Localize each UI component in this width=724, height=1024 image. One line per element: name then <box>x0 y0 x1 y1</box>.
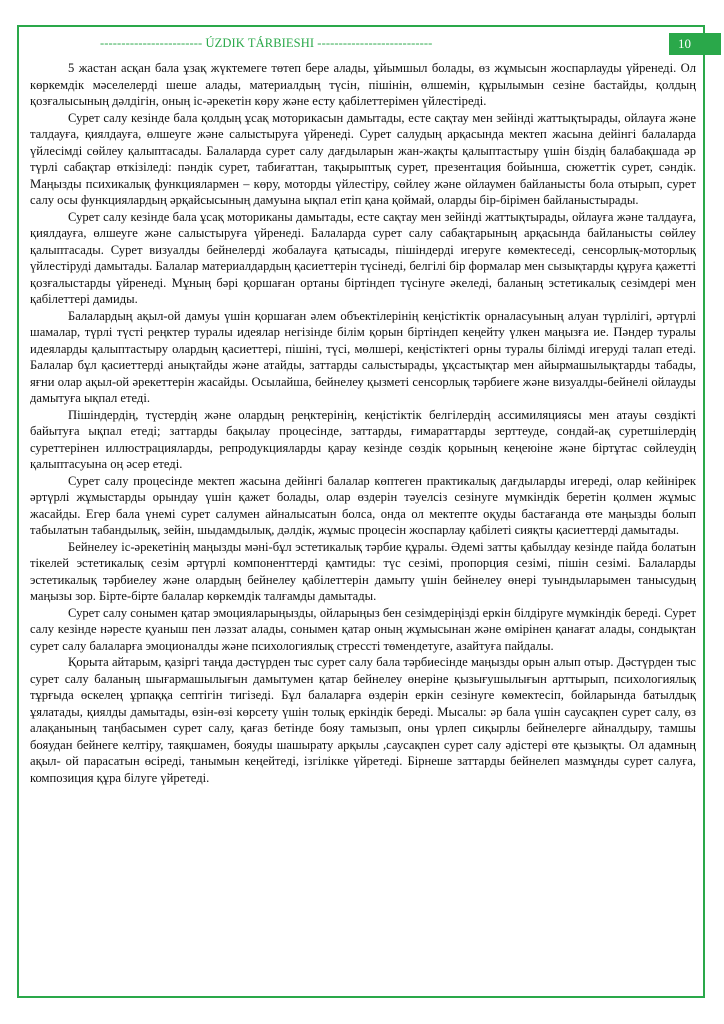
paragraph: 5 жастан асқан бала ұзақ жүктемеге төтеп бере алады, ұйымшыл болады, өз жұмысын жоспарлауды үйренеді. Ол көркемдік мәселелерді шеше алады, материалдың түсін, пішінін, өлшемін, құрылымын сезіне бастайды, қолдың қозғалысының дәлдігін, оның іс-әрекетін көру және есту қабілеттерімен үйлестіреді. <box>30 61 696 108</box>
paragraph: Сурет салу кезінде бала ұсақ моториканы дамытады, есте сақтау мен зейінді жаттықтырады, ойлауға және талдауға, қиялдауға, өлшеуге және салыстыруға үйренеді. Балаларда сурет салу сабақтарының арқасында байланысты сөйлеу қалыптасады. Сурет визуалды бейнелерді жобалауға қатысады, пішіндерді игеруге көмектеседі, сенсорлық-моторлық үйлестіруді дамытады. Балалар материалдардың қасиеттерін түсінеді, белгілі бір формалар мен сызықтарды құруға қажетті қозғалыстарды үйренеді. Мұның бәрі қоршаған ортаны біртіндеп түсінуге әкеледі, баланың эстетикалық сезімдері мен қабілеттері дамиды. <box>30 209 696 306</box>
paragraph: Сурет салу сонымен қатар эмоцияларыңызды, ойларыңыз бен сезімдеріңізді еркін білдіруге мүмкіндік береді. Сурет салу кезінде нәресте қуаныш пен ләззат алады, сонымен қатар оның жұмысынан және өмірінен қанағат алады, сондықтан сурет салу балаларға эмоционалды және психологиялық стрессті төмендетуге, азайтуға пайдалы. <box>30 605 696 653</box>
paragraph: Қорыта айтарым, қазіргі таңда дәстүрден тыс сурет салу бала тәрбиесінде маңызды орын алып отыр. Дәстүрден тыс сурет салу баланың шығармашылығын дамытумен қатар бейнелеу өнеріне қызығушылығын арттырып, психологиялық тұрғыда өскелең ұрпаққа септігін тигізеді. Бұл балаларға өздерін еркін сезінуге көмектесіп, бойларында батылдық ұялатады, қиялды дамытады, өзін-өзі көрсету үшін толық еркіндік береді. Мысалы: әр бала үшін саусақпен сурет салу, өз алақанының таңбасымен сурет салу, қағаз бетінде бояу тамызып, оны үрлеп сиқырлы бейнелерге айналдыру, тамшы бояудан бейнеге келтіру, таяқшамен, бояуды шашырату арқылы ,саусақпен сурет салу әдістері өте қызықты. Ол адамның ақыл- ой парасатын өсіреді, танымын кеңейтеді, ізгілікке үйретеді. Бірнеше заттарды бейнелеп мазмұнды сурет салуға, композиция құра білуге үйретеді. <box>30 655 696 785</box>
paragraph: Сурет салу процесінде мектеп жасына дейінгі балалар көптеген практикалық дағдыларды игереді, олар кейінірек әртүрлі жұмыстарды орындау үшін қажет болады, олар өздерін тәуелсіз сезінуге мүмкіндік беретін қолмен жұмыс жасайды. Егер бала үнемі сурет салумен айналысатын болса, онда ол мектепте оқуды бастағанда өте маңызды болып табылатын табандылық, зейін, шыдамдылық, дәлдік, жұмыс процесін жоспарлау қабілеті сияқты қасиеттерді дамытады. <box>30 473 696 537</box>
article-body <box>30 60 696 786</box>
page-number-badge: 10 <box>669 33 721 55</box>
running-header: ------------------------ ÚZDIK TÁRBIESHI --------------------------- <box>100 36 433 50</box>
paragraph: Бейнелеу іс-әрекетінің маңызды мәні-бұл эстетикалық тәрбие құралы. Әдемі затты қабылдау кезінде пайда болатын тікелей эстетикалық сезім әртүрлі компоненттерді қамтиды: түс сезімі, пропорция сезімі, пішін сезімі. Балаларды эстетикалық тәрбиелеу және олардың бейнелеу қабілеттерін дамыту үшін бейнелеу өнері туындыларымен танысудың маңызы зор. Бірте-бірте балалар көркемдік талғамды дамытады. <box>30 539 696 603</box>
paragraph: Сурет салу кезінде бала қолдың ұсақ моторикасын дамытады, есте сақтау мен зейінді жаттықтырады, ойлауға және талдауға, қиялдауға, өлшеуге және салыстыруға үйренеді. Сурет салудың арқасында мектеп жасына дейінгі балаларда үйлесімді сөйлеу қалыптасады. Балаларда сурет салу дағдыларын жан-жақты қалыптастыру үшін біздің балабақшада әр түрлі сабақтар өткізіледі: пәндік сурет, табиғаттан, тақырыптық сурет, презентация бойынша, сюжеттік сурет, сәндік. Маңызды психикалық функциялармен – көру, моторды үйлестіру, сөйлеу және ойлаумен байланысты бола отырып, сурет салу осы функциялардың әрқайсысының дамуына ықпал етіп қана қоймай, оларды бір-бірімен байланыстырады. <box>30 110 696 207</box>
paragraph: Пішіндердің, түстердің және олардың реңктерінің, кеңістіктік белгілердің ассимиляциясы мен атауы сөздікті байытуға ықпал етеді; заттарды бақылау процесінде, заттарды, ғимараттарды зерттеуде, сондай-ақ суретшілердің суреттерінен иллюстрацияларды, репродукцияларды қарау кезінде сөздік қорының кеңеюіне және біртұтас сөйлеудің қалыптасуына оң әсер етеді. <box>30 407 696 471</box>
paragraph: Балалардың ақыл-ой дамуы үшін қоршаған әлем объектілерінің кеңістіктік орналасуының алуан түрлілігі, әртүрлі шамалар, түрлі түсті реңктер туралы идеялар негізінде білім қорын біртіндеп кеңейту үлкен маңызға ие. Пәндер туралы идеяларды қалыптастыру олардың қасиеттері, пішіні, түсі, мөлшері, кеңістіктегі орны туралы білімді игеруді талап етеді. Балалар бұл қасиеттерді анықтайды және атайды, заттарды салыстырады, ұқсастықтар мен айырмашылықтарды табады, яғни олар ақыл-ой әрекеттерін жасайды. Осылайша, бейнелеу қызметі сенсорлық тәрбиеге және визуалды-бейнелі ойлауды дамытуға ықпал етеді. <box>30 308 696 405</box>
